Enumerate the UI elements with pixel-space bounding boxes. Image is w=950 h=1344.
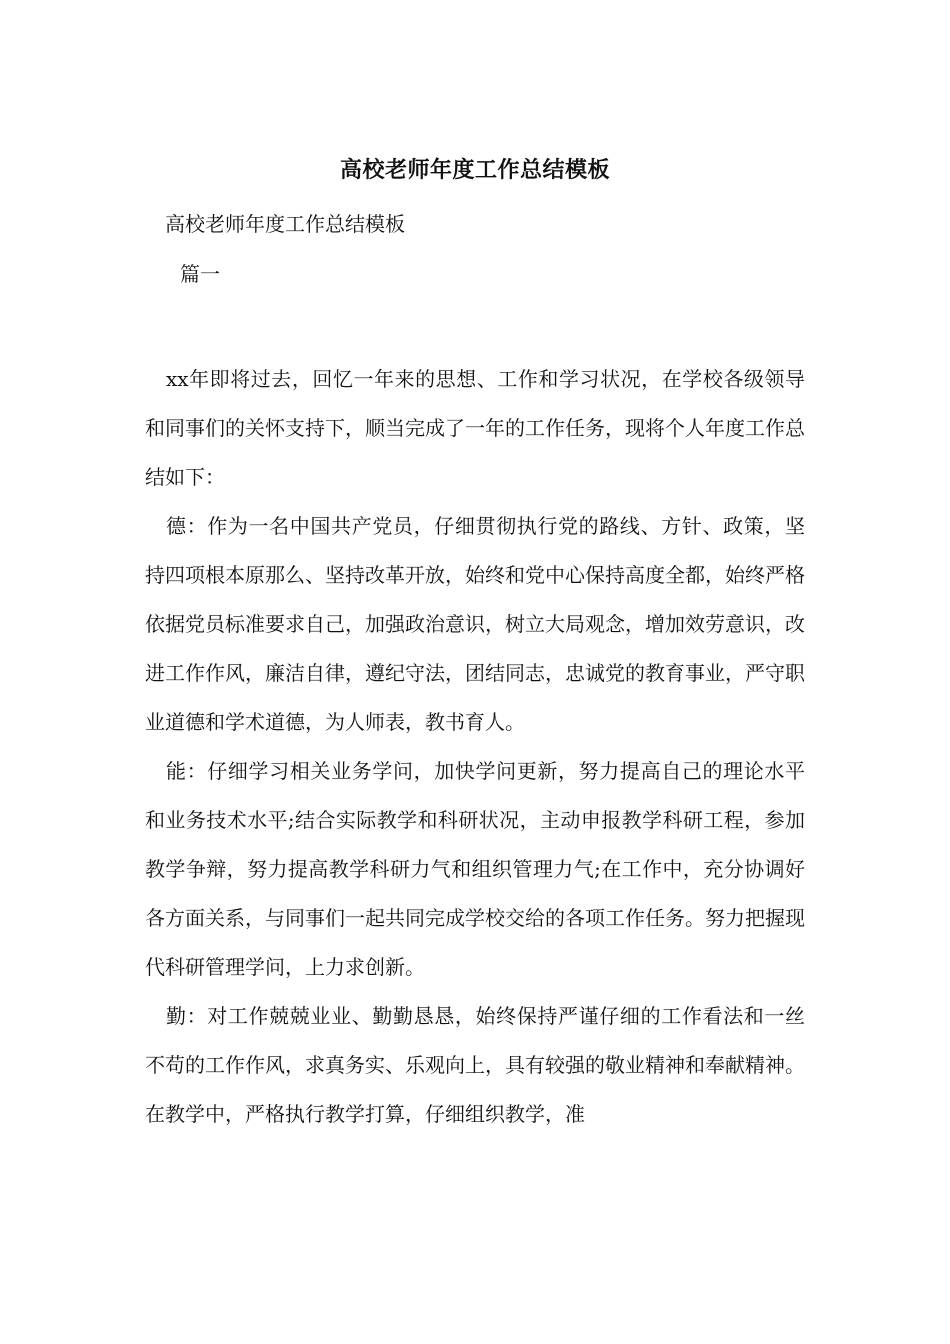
paragraph-virtue: 德：作为一名中国共产党员，仔细贯彻执行党的路线、方针、政策，坚持四项根本原那么、坚持改革开放，始终和党中心保持高度全都，始终严格依据党员标准要求自己，加强政治意识，树立大局观念，增加效劳意识，改进工作作风，廉洁自律，遵纪守法，团结同志，忠诚党的教育事业，严守职业道德和学术道德，为人师表，教书育人。 — [145, 514, 805, 734]
document-title: 高校老师年度工作总结模板 — [339, 157, 610, 183]
paragraph-intro: xx年即将过去，回忆一年来的思想、工作和学习状况，在学校各级领导和同事们的关怀支持下，顺当完成了一年的工作任务，现将个人年度工作总结如下： — [145, 367, 805, 489]
section-label: 篇一 — [180, 262, 220, 286]
paragraph-ability: 能：仔细学习相关业务学问，加快学问更新，努力提高自己的理论水平和业务技术水平;结合实际教学和科研状况，主动申报教学科研工程，参加教学争辩，努力提高教学科研力气和组织管理力气;在工作中，充分协调好各方面关系，与同事们一起共同完成学校交给的各项工作任务。努力把握现代科研管理学问，上力求创新。 — [145, 759, 805, 979]
document-subtitle: 高校老师年度工作总结模板 — [165, 212, 405, 236]
document-body — [145, 355, 805, 1139]
paragraph-diligence: 勤：对工作兢兢业业、勤勤恳恳，始终保持严谨仔细的工作看法和一丝不苟的工作作风，求真务实、乐观向上，具有较强的敬业精神和奉献精神。在教学中，严格执行教学打算，仔细组织教学，准 — [145, 1004, 805, 1126]
